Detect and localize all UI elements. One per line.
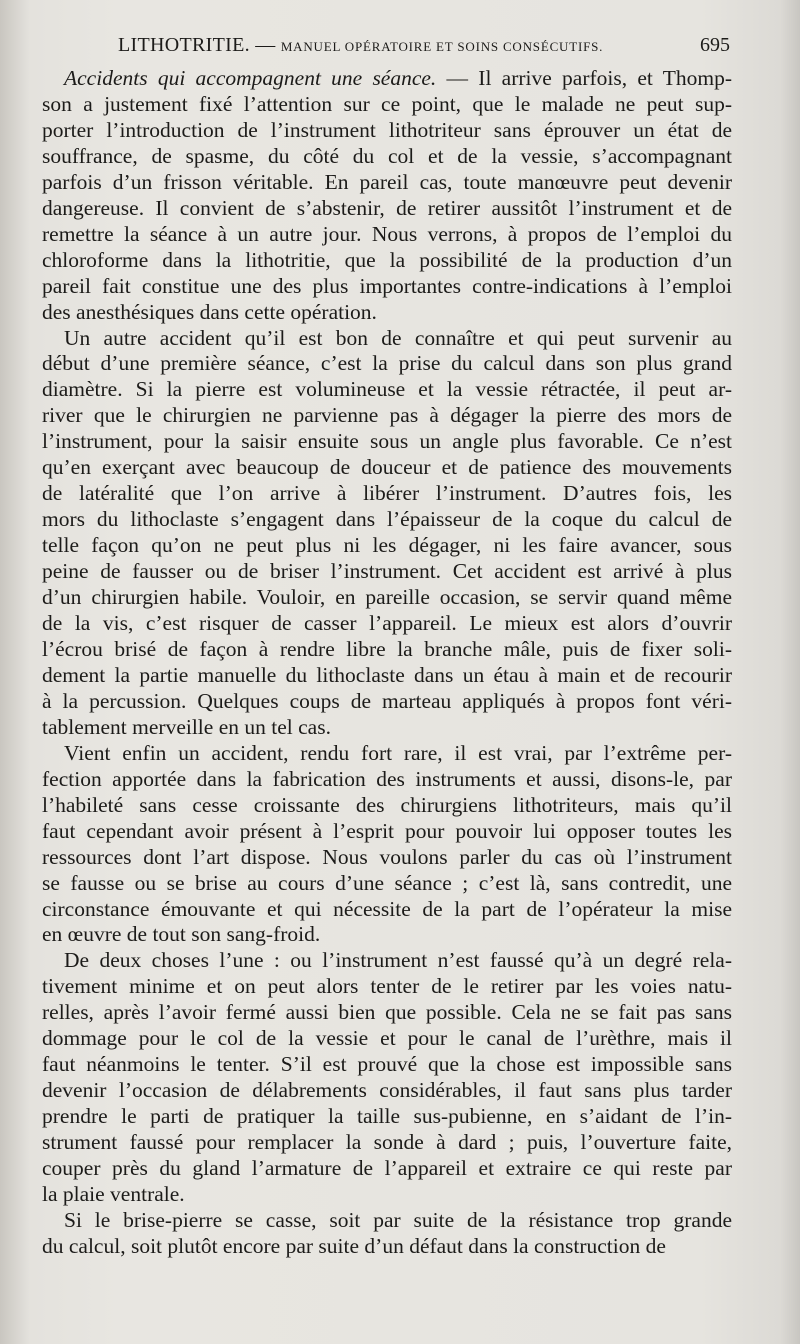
- text-line-content: l’instrument, pour la saisir ensuite sous un angle plus favorable. Ce n’est: [42, 429, 732, 454]
- text-line-content: tivement minime et on peut alors tenter de le retirer par les voies natu-: [42, 974, 732, 999]
- text-line-content: début d’une première séance, c’est la prise du calcul dans son plus grand: [42, 351, 732, 376]
- text-line: [42, 300, 732, 326]
- text-line-content: chloroforme dans la lithotritie, que la possibilité de la production d’un: [42, 247, 732, 272]
- text-line: [42, 222, 732, 248]
- text-line: [42, 455, 732, 481]
- text-line: [42, 507, 732, 533]
- text-line: [42, 611, 732, 637]
- text-line: [42, 377, 732, 403]
- text-line-content: souffrance, de spasme, du côté du col et de la vessie, s’accompagnant: [42, 143, 732, 168]
- text-line: [42, 715, 732, 741]
- body-text: [42, 66, 732, 1260]
- running-title-sub: MANUEL OPÉRATOIRE ET SOINS CONSÉCUTIFS.: [280, 39, 604, 54]
- text-line-content: Un autre accident qu’il est bon de connaître et qui peut survenir au: [64, 325, 732, 350]
- text-line-content: prendre le parti de pratiquer la taille sus-pubienne, en s’aidant de l’in-: [42, 1104, 732, 1129]
- running-title: [118, 30, 603, 62]
- text-line-content: qu’en exerçant avec beaucoup de douceur et de patience des mouvements: [42, 455, 732, 480]
- text-line: [42, 974, 732, 1000]
- text-line-content: du calcul, soit plutôt encore par suite d’un défaut dans la construction de: [42, 1233, 666, 1258]
- text-line-content: des anesthésiques dans cette opération.: [42, 299, 377, 324]
- text-line: [42, 1026, 732, 1052]
- text-line: [42, 92, 732, 118]
- text-line-content: de latéralité que l’on arrive à libérer l’instrument. D’autres fois, les: [42, 481, 732, 506]
- text-line: [42, 897, 732, 923]
- text-line-content: son a justement fixé l’attention sur ce point, que le malade ne peut sup-: [42, 91, 732, 116]
- text-line: [42, 819, 732, 845]
- page-number: 695: [700, 34, 730, 56]
- text-line-content: dement la partie manuelle du lithoclaste dans un étau à main et de recourir: [42, 662, 732, 687]
- text-line: [42, 1104, 732, 1130]
- text-line: [42, 689, 732, 715]
- text-line: [42, 793, 732, 819]
- text-line: [42, 767, 732, 793]
- text-line-content: la plaie ventrale.: [42, 1181, 185, 1206]
- text-line-content: peine de fausser ou de briser l’instrument. Cet accident est arrivé à plus: [42, 559, 732, 584]
- text-line-content: porter l’introduction de l’instrument lithotriteur sans éprouver un état de: [42, 117, 732, 142]
- text-line-content: river que le chirurgien ne parvienne pas à dégager la pierre des mors de: [42, 403, 732, 428]
- text-line-content: Si le brise-pierre se casse, soit par suite de la résistance trop grande: [64, 1207, 732, 1232]
- text-line: [42, 66, 732, 92]
- text-line: [42, 248, 732, 274]
- text-line-content: en œuvre de tout son sang-froid.: [42, 922, 321, 947]
- text-line: [42, 637, 732, 663]
- text-line-content: tablement merveille en un tel cas.: [42, 714, 331, 739]
- text-line: [42, 845, 732, 871]
- text-line: [42, 1182, 732, 1208]
- text-line: [42, 663, 732, 689]
- text-line: [42, 741, 732, 767]
- text-line-content: remettre la séance à un autre jour. Nous verrons, à propos de l’emploi du: [42, 221, 732, 246]
- text-line-content: l’écrou brisé de façon à rendre libre la branche mâle, puis de fixer soli-: [42, 636, 732, 661]
- text-line: [42, 871, 732, 897]
- text-line-content: telle façon qu’on ne peut plus ni les dégager, ni les faire avancer, sous: [42, 533, 732, 558]
- text-line-content: strument faussé pour remplacer la sonde à dard ; puis, l’ouverture faite,: [42, 1130, 732, 1155]
- text-line: [42, 1000, 732, 1026]
- text-line: [42, 403, 732, 429]
- text-line-content: mors du lithoclaste s’engagent dans l’épaisseur de la coque du calcul de: [42, 507, 732, 532]
- text-line-content: parfois d’un frisson véritable. En pareil cas, toute manœuvre peut devenir: [42, 169, 732, 194]
- text-line: [42, 351, 732, 377]
- text-line-content: Vient enfin un accident, rendu fort rare, il est vrai, par l’extrême per-: [64, 740, 732, 765]
- text-line-content: ressources dont l’art dispose. Nous voulons parler du cas où l’instrument: [42, 844, 732, 869]
- text-line-content: circonstance émouvante et qui nécessite de la part de l’opérateur la mise: [42, 896, 732, 921]
- italic-lead: Accidents qui accompagnent une séance.: [64, 66, 437, 90]
- text-line: [42, 326, 732, 352]
- text-line-content: relles, après l’avoir fermé aussi bien que possible. Cela ne se fait pas sans: [42, 1000, 732, 1025]
- text-line-content: devenir l’occasion de délabrements considérables, il faut sans plus tarder: [42, 1078, 732, 1103]
- text-line-content: l’habileté sans cesse croissante des chirurgiens lithotriteurs, mais qu’il: [42, 792, 732, 817]
- text-line: [42, 144, 732, 170]
- text-line: [42, 1052, 732, 1078]
- paragraph: [42, 948, 732, 1208]
- text-line-content: se fausse ou se brise au cours d’une séance ; c’est là, sans contredit, une: [42, 870, 732, 895]
- paragraph: [42, 741, 732, 949]
- paragraph: [42, 1208, 732, 1260]
- text-line-content: diamètre. Si la pierre est volumineuse et la vessie rétractée, il peut ar-: [42, 377, 732, 402]
- text-line: [42, 118, 732, 144]
- text-line: [42, 1208, 732, 1234]
- text-line-content: fection apportée dans la fabrication des instruments et aussi, disons-le, par: [42, 766, 732, 791]
- text-line: [42, 481, 732, 507]
- running-title-main: LITHOTRITIE.: [118, 34, 250, 56]
- text-line-content: dangereuse. Il convient de s’abstenir, de retirer aussitôt l’instrument et de: [42, 195, 732, 220]
- text-line: [42, 1156, 732, 1182]
- text-line-content: faut cependant avoir présent à l’esprit pour pouvoir lui opposer toutes les: [42, 818, 732, 843]
- text-line: [42, 559, 732, 585]
- text-line-content: d’un chirurgien habile. Vouloir, en pareille occasion, se servir quand même: [42, 585, 732, 610]
- text-line: [42, 1130, 732, 1156]
- page-header: [118, 30, 730, 60]
- text-line: [42, 533, 732, 559]
- paragraph: [42, 326, 732, 741]
- text-line: [42, 1234, 732, 1260]
- text-line-content: couper près du gland l’armature de l’appareil et extraire ce qui reste par: [42, 1156, 732, 1181]
- text-line-content: à la percussion. Quelques coups de marteau appliqués à propos font véri-: [42, 688, 732, 713]
- text-line-content: pareil fait constitue une des plus importantes contre-indications à l’emploi: [42, 273, 732, 298]
- text-line-content: faut néanmoins le tenter. S’il est prouvé que la chose est impossible sans: [42, 1052, 732, 1077]
- text-line: [42, 585, 732, 611]
- text-line: [42, 1078, 732, 1104]
- text-line-content: de la vis, c’est risquer de casser l’appareil. Le mieux est alors d’ouvrir: [42, 611, 732, 636]
- text-line: [42, 948, 732, 974]
- text-line: [42, 922, 732, 948]
- text-line-content: dommage pour le col de la vessie et pour le canal de l’urèthre, mais il: [42, 1026, 732, 1051]
- text-line: [42, 274, 732, 300]
- paragraph: [42, 66, 732, 326]
- text-line: [42, 429, 732, 455]
- text-line: [42, 196, 732, 222]
- running-title-dash: —: [249, 34, 281, 56]
- text-line-content: De deux choses l’une : ou l’instrument n’est faussé qu’à un degré rela-: [64, 948, 732, 973]
- text-line-content: — Il arrive parfois, et Thomp-: [436, 66, 732, 90]
- text-line: [42, 170, 732, 196]
